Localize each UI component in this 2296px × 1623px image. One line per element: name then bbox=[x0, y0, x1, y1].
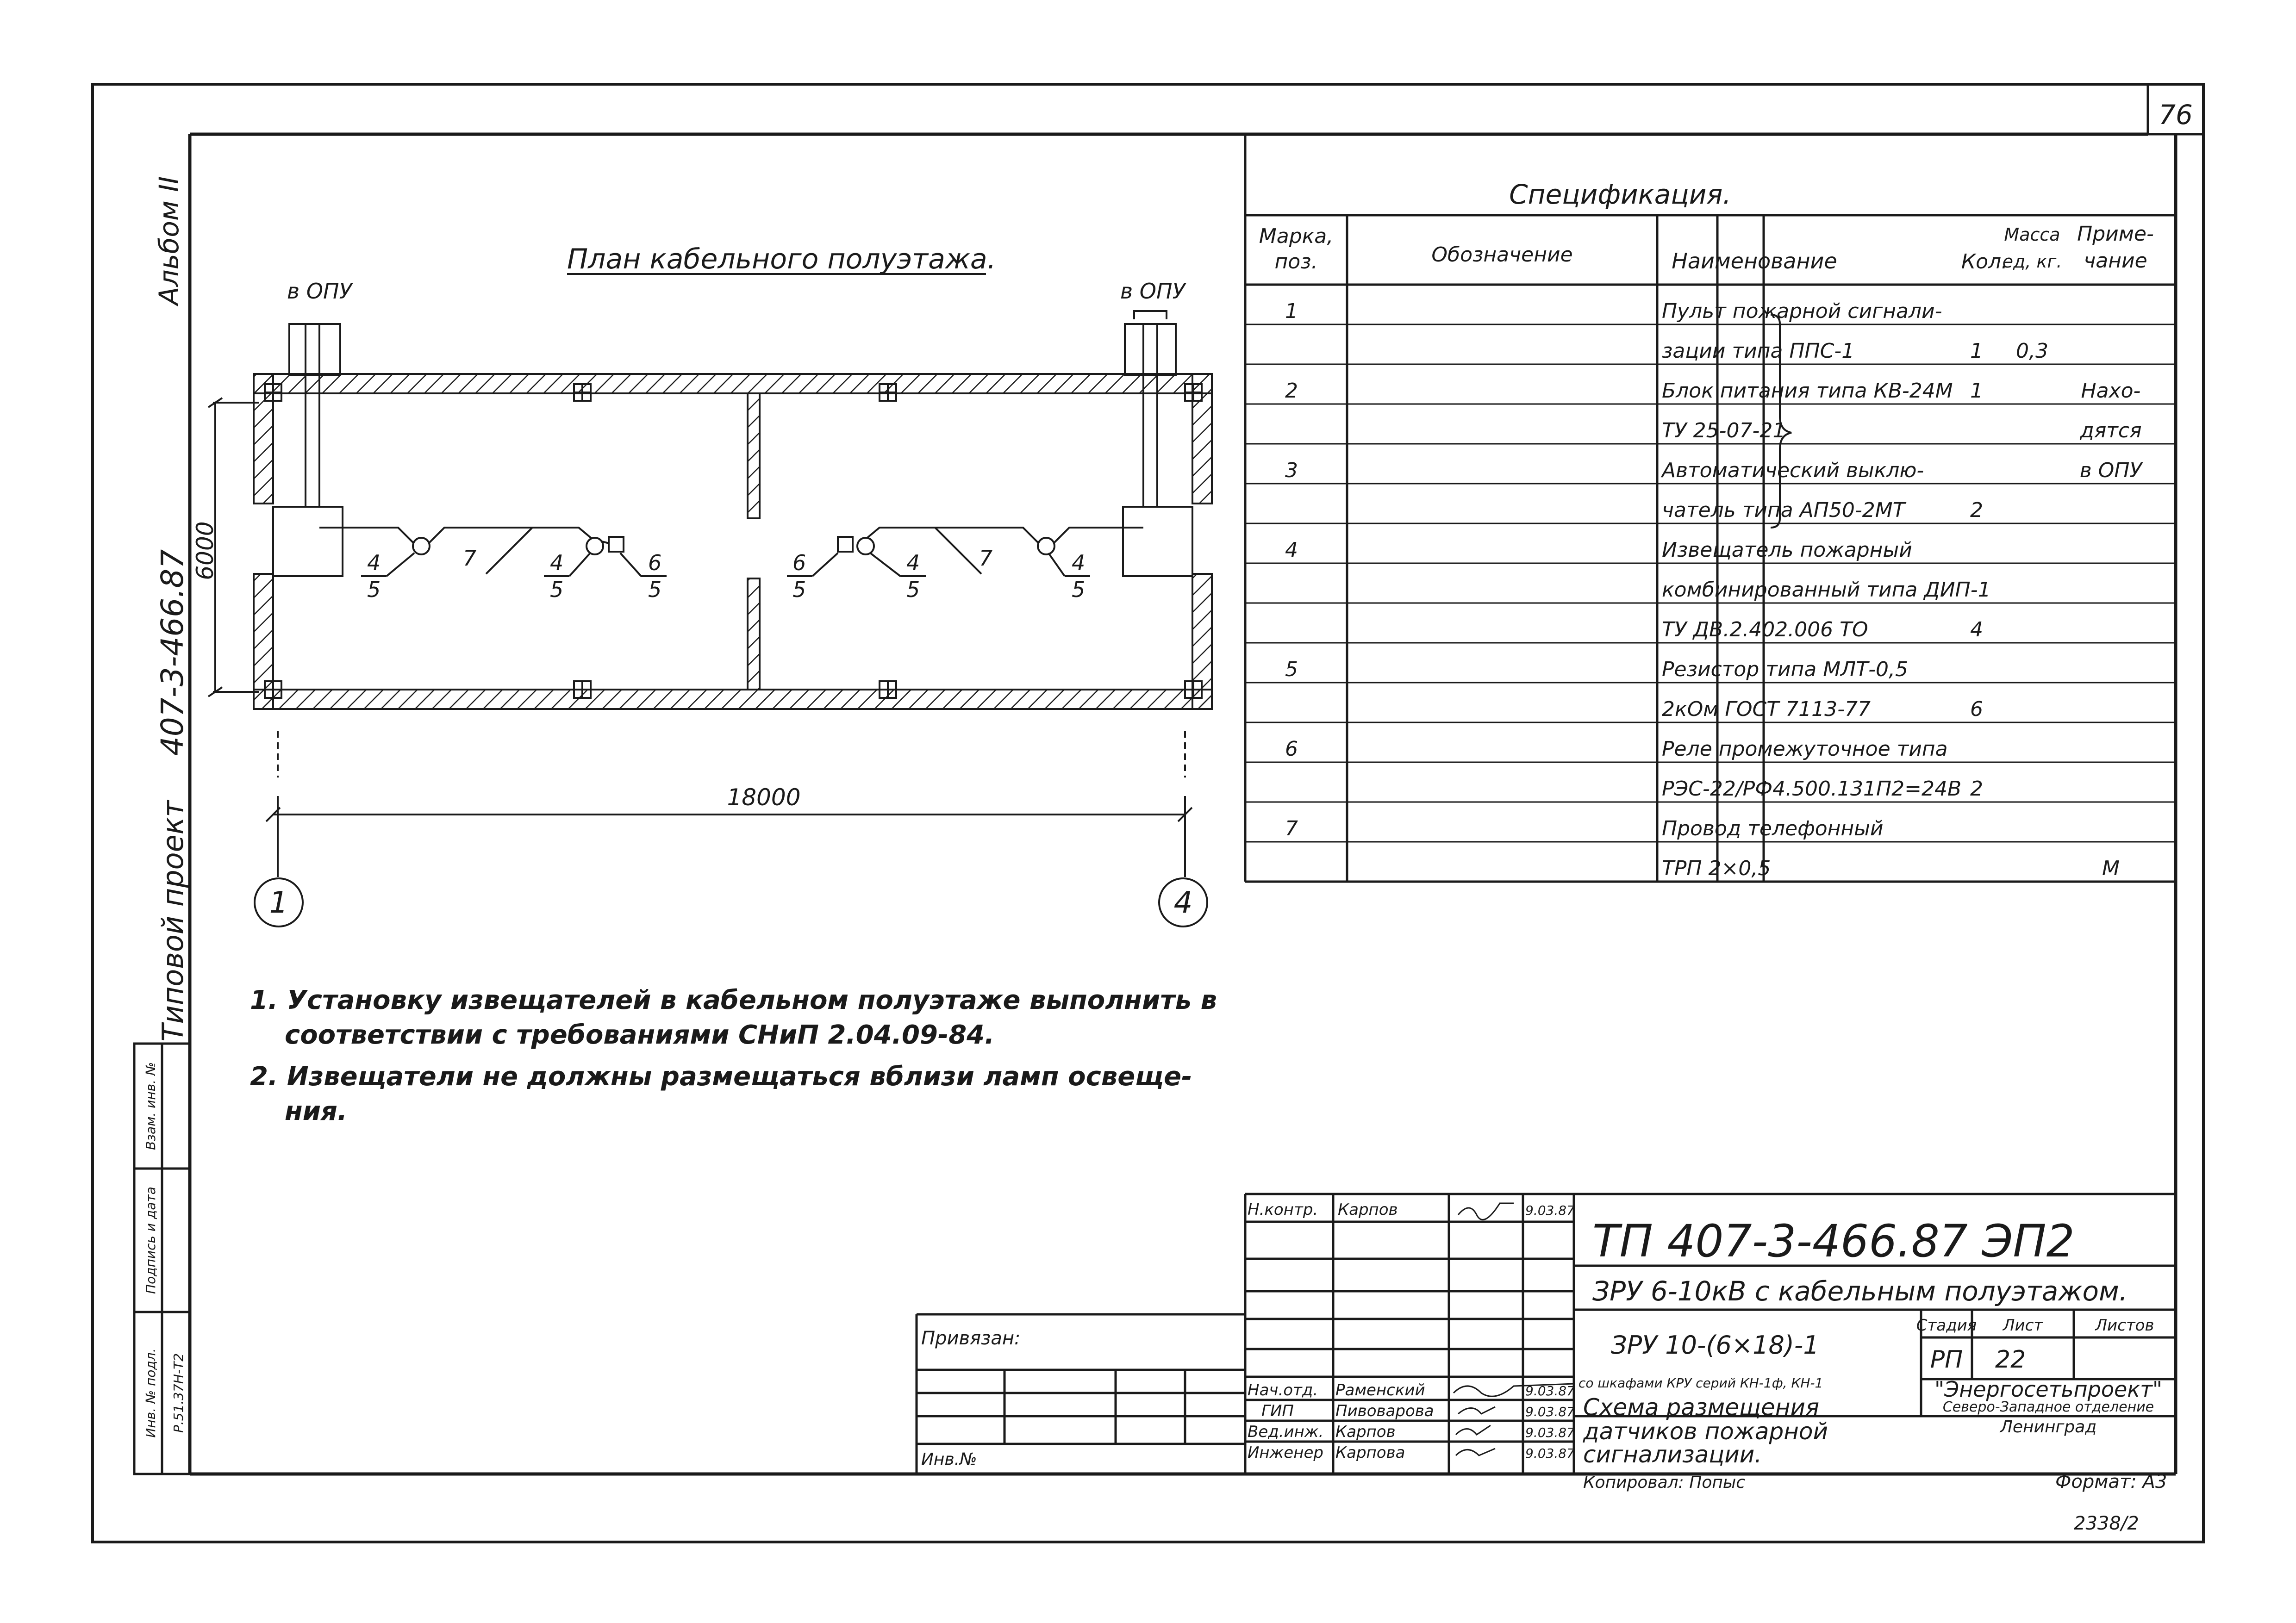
plan-marks bbox=[367, 546, 1085, 602]
spec-cell-name: РЭС-22/РФ4.500.131П2=24В bbox=[1662, 777, 1962, 801]
tb-person-name: Пивоварова bbox=[1335, 1402, 1434, 1420]
spec-cell-pos: 4 bbox=[1285, 538, 1298, 562]
tb-person-role: Н.контр. bbox=[1248, 1200, 1318, 1219]
mark-bottom-3: 5 bbox=[648, 577, 662, 602]
mark-bottom-2: 5 bbox=[550, 577, 564, 602]
tb-org-2: Северо-Западное отделение bbox=[1942, 1399, 2154, 1415]
tb-sheet-title-1: Схема размещения bbox=[1583, 1394, 1820, 1421]
spec-cell-note: в ОПУ bbox=[2079, 459, 2142, 482]
tb-person-date: 9.03.87 bbox=[1525, 1404, 1575, 1419]
spec-hdr-mass-1: Масса bbox=[2004, 224, 2060, 245]
spec-hdr-note-1: Приме- bbox=[2077, 222, 2154, 246]
spec-cell-name: 2кОм ГОСТ 7113-77 bbox=[1662, 697, 1871, 721]
tb-person-date: 9.03.87 bbox=[1525, 1383, 1575, 1399]
spec-cell-pos: 7 bbox=[1285, 817, 1298, 840]
tb-bottom-number: 2338/2 bbox=[2074, 1513, 2139, 1534]
tb-stage: РП bbox=[1930, 1346, 1963, 1374]
mark-bottom-6: 5 bbox=[1072, 577, 1086, 602]
tb-person-role: Нач.отд. bbox=[1248, 1381, 1318, 1399]
tb-org-1: "Энергосетьпроект" bbox=[1934, 1377, 2163, 1402]
tb-people bbox=[1248, 1200, 1575, 1462]
tb-format: Формат: А3 bbox=[2055, 1471, 2167, 1492]
spec-cell-name: зации типа ППС-1 bbox=[1662, 339, 1855, 363]
spec-cell-qty: 6 bbox=[1970, 697, 1983, 721]
mark-top-5: 6 bbox=[792, 550, 806, 575]
spec-cell-name: ТУ 25-07-21 bbox=[1662, 419, 1786, 442]
spec-cell-name: Извещатель пожарный bbox=[1662, 538, 1912, 562]
tb-person-date: 9.03.87 bbox=[1525, 1446, 1575, 1461]
width-dimension: 18000 bbox=[727, 784, 801, 811]
tb-person-role: ГИП bbox=[1261, 1402, 1294, 1420]
spec-hdr-mass-2: ед, кг. bbox=[2002, 251, 2062, 272]
tb-sheet: 22 bbox=[1995, 1346, 2026, 1374]
spec-hdr-note-2: чание bbox=[2084, 249, 2147, 273]
mark-top-7: 7 bbox=[979, 546, 993, 571]
note-line-4: ния. bbox=[285, 1096, 348, 1126]
mark-top-8: 4 bbox=[1072, 550, 1086, 575]
opu-right-label: в ОПУ bbox=[1120, 279, 1185, 304]
tb-line2: ЗРУ 6-10кВ с кабельным полуэтажом. bbox=[1592, 1275, 2128, 1307]
left-stamp-inv-label: Инв. № подл. bbox=[143, 1348, 158, 1438]
spec-cell-note: М bbox=[2102, 857, 2120, 880]
spec-hdr-name: Наименование bbox=[1672, 249, 1837, 274]
spec-hdr-designation: Обозначение bbox=[1431, 243, 1573, 267]
floor-plan bbox=[208, 311, 1212, 927]
spec-cell-name: Блок питания типа КВ-24М bbox=[1662, 379, 1953, 403]
left-stamp-inv-value: Р.51.37Н-Т2 bbox=[171, 1353, 186, 1433]
spec-cell-name: Провод телефонный bbox=[1662, 817, 1884, 840]
tb-person-role: Вед.инж. bbox=[1248, 1423, 1324, 1441]
spec-cell-pos: 6 bbox=[1285, 737, 1298, 761]
spec-cell-qty: 4 bbox=[1970, 618, 1983, 641]
tb-person-name: Карпов bbox=[1335, 1423, 1396, 1441]
spec-hdr-qty: Кол. bbox=[1961, 250, 2008, 274]
mark-top-3: 4 bbox=[550, 550, 564, 575]
left-stamp-vzam-label: Взам. инв. № bbox=[143, 1062, 158, 1150]
spec-hdr-pos-1: Марка, bbox=[1259, 224, 1334, 248]
tb-line3b: со шкафами КРУ серий КН-1ф, КН-1 bbox=[1578, 1375, 1823, 1391]
mark-top-1: 4 bbox=[367, 550, 381, 575]
mark-top-6: 4 bbox=[906, 550, 920, 575]
spec-cell-pos: 2 bbox=[1285, 379, 1298, 403]
note-line-2: соответствии с требованиями СНиП 2.04.09-84. bbox=[285, 1020, 995, 1050]
spec-rows bbox=[1285, 299, 2143, 880]
spec-cell-note: дятся bbox=[2080, 419, 2142, 442]
spec-cell-mass: 0,3 bbox=[2016, 339, 2048, 363]
axis-4: 4 bbox=[1173, 886, 1193, 920]
tb-org-3: Ленинград bbox=[2000, 1418, 2097, 1436]
mark-bottom-5: 5 bbox=[906, 577, 920, 602]
tb-person-date: 9.03.87 bbox=[1525, 1425, 1575, 1440]
mark-bottom-1: 5 bbox=[367, 577, 381, 602]
spec-cell-name: Реле промежуточное типа bbox=[1662, 737, 1948, 761]
spec-hdr-pos-2: поз. bbox=[1274, 250, 1318, 274]
tb-sheet-title-3: сигнализации. bbox=[1583, 1441, 1762, 1468]
spec-cell-qty: 2 bbox=[1970, 498, 1983, 522]
tb-person-role: Инженер bbox=[1248, 1443, 1323, 1462]
left-stamp-sign-label: Подпись и дата bbox=[143, 1187, 158, 1294]
side-stamp bbox=[153, 176, 190, 1042]
tb-person-name: Раменский bbox=[1335, 1381, 1425, 1399]
spec-cell-pos: 1 bbox=[1285, 299, 1298, 323]
mark-bottom-4: 5 bbox=[792, 577, 806, 602]
spec-cell-qty: 1 bbox=[1970, 379, 1983, 403]
tb-privyazan: Привязан: bbox=[921, 1328, 1021, 1349]
tb-inv-no: Инв.№ bbox=[921, 1450, 977, 1469]
spec-cell-name: Автоматический выклю- bbox=[1662, 459, 1924, 482]
spec-cell-name: Резистор типа МЛТ-0,5 bbox=[1662, 658, 1908, 681]
tb-sheets-label: Листов bbox=[2095, 1316, 2154, 1335]
spec-title: Спецификация. bbox=[1509, 179, 1731, 210]
tb-line3a: ЗРУ 10-(6×18)-1 bbox=[1611, 1331, 1819, 1360]
spec-cell-name: чатель типа АП50-2МТ bbox=[1662, 498, 1905, 522]
side-code: 407-3-466.87 bbox=[155, 549, 190, 756]
sheet-number: 76 bbox=[2159, 99, 2193, 131]
spec-cell-name: комбинированный типа ДИП-1 bbox=[1662, 578, 1991, 602]
tb-person-name: Карпова bbox=[1335, 1443, 1405, 1462]
side-project-type: Типовой проект bbox=[156, 800, 190, 1042]
notes bbox=[250, 985, 1217, 1126]
note-line-1: 1. Установку извещателей в кабельном полуэтаже выполнить в bbox=[250, 985, 1217, 1015]
tb-copied: Копировал: Попыс bbox=[1583, 1473, 1746, 1492]
tb-person-name: Карпов bbox=[1338, 1200, 1398, 1219]
tb-stage-label: Стадия bbox=[1916, 1316, 1977, 1335]
height-dimension: 6000 bbox=[192, 521, 218, 580]
spec-cell-name: ТУ ДВ.2.402.006 ТО bbox=[1662, 618, 1868, 641]
tb-sheet-title-2: датчиков пожарной bbox=[1583, 1418, 1828, 1445]
mark-top-2: 7 bbox=[463, 546, 477, 571]
spec-cell-pos: 3 bbox=[1285, 459, 1298, 482]
tb-person-date: 9.03.87 bbox=[1525, 1203, 1575, 1218]
spec-cell-pos: 5 bbox=[1285, 658, 1298, 681]
spec-cell-note: Нахо- bbox=[2081, 379, 2141, 403]
mark-top-4: 6 bbox=[648, 550, 662, 575]
note-line-3: 2. Извещатели не должны размещаться вблизи ламп освеще- bbox=[250, 1062, 1192, 1092]
spec-cell-qty: 2 bbox=[1970, 777, 1983, 801]
spec-cell-name: ТРП 2×0,5 bbox=[1662, 857, 1771, 880]
tb-code: ТП 407-3-466.87 ЭП2 bbox=[1592, 1215, 2075, 1267]
plan-title: План кабельного полуэтажа. bbox=[567, 243, 996, 275]
spec-cell-qty: 1 bbox=[1970, 339, 1983, 363]
side-album: Альбом II bbox=[153, 176, 185, 305]
spec-cell-name: Пульт пожарной сигнали- bbox=[1662, 299, 1942, 323]
axis-1: 1 bbox=[269, 886, 288, 920]
tb-sheet-label: Лист bbox=[2003, 1316, 2043, 1335]
opu-left-label: в ОПУ bbox=[287, 279, 352, 304]
